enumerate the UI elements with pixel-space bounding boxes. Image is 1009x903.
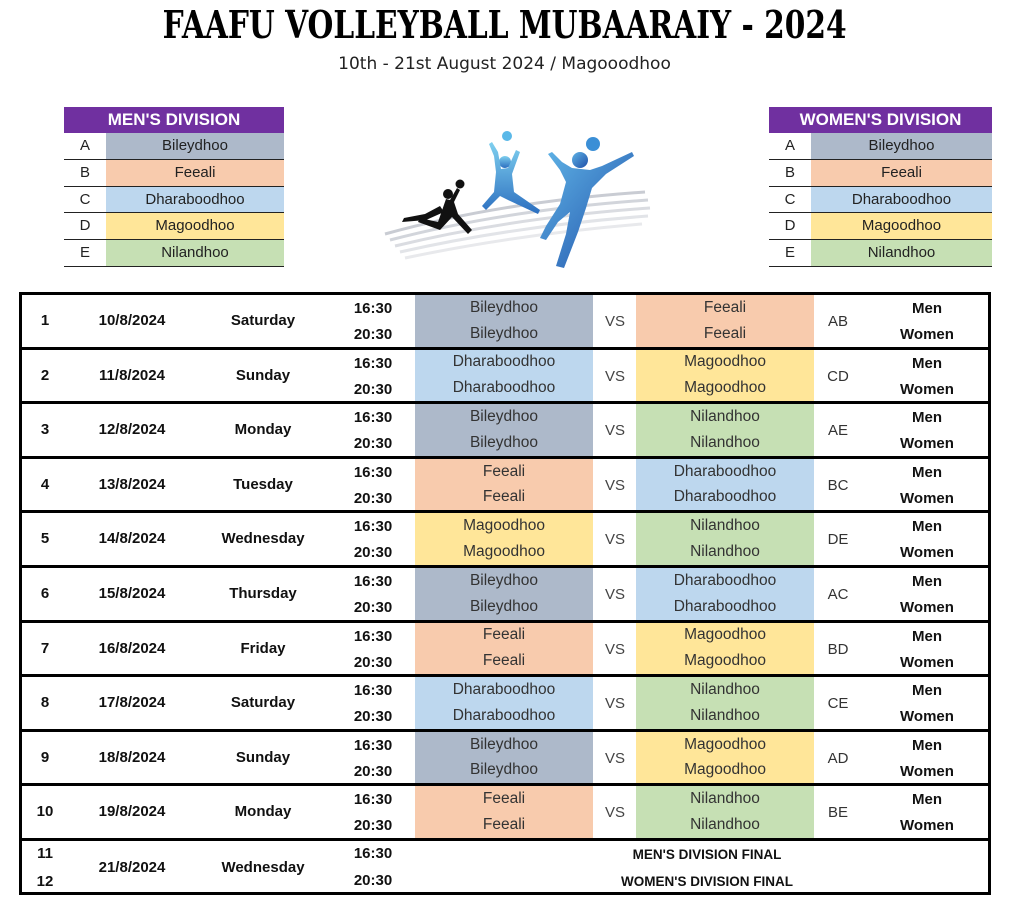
match-time-men: 16:30 xyxy=(353,682,393,700)
match-time-women: 20:30 xyxy=(353,817,393,835)
vs-label: VS xyxy=(604,804,625,822)
division-team-name: Dharaboodhoo xyxy=(106,187,284,213)
match-time-women: 20:30 xyxy=(353,326,393,343)
women-division-heading: WOMEN'S DIVISION xyxy=(769,107,992,133)
away-team-women: Nilandhoo xyxy=(690,543,760,561)
away-team-women: Dharaboodhoo xyxy=(673,488,777,506)
match-schedule-table xyxy=(19,292,991,895)
away-team-men: Dharaboodhoo xyxy=(673,462,777,480)
home-team-women: Bileydhoo xyxy=(469,761,539,779)
match-number: 1 xyxy=(40,312,50,329)
vs-label: VS xyxy=(604,476,625,494)
division-row xyxy=(64,213,284,240)
gender-men: Men xyxy=(912,573,942,590)
home-team-women: Bileydhoo xyxy=(469,597,539,615)
match-row xyxy=(22,732,988,787)
away-team-cell xyxy=(636,568,814,620)
women-division-table xyxy=(769,107,992,267)
gender-men: Men xyxy=(912,627,942,645)
division-team-name: Magoodhoo xyxy=(106,213,284,239)
away-team-men: Dharaboodhoo xyxy=(673,571,777,589)
away-team-men: Nilandhoo xyxy=(690,790,760,808)
gender-men: Men xyxy=(912,791,942,809)
division-team-name: Feeali xyxy=(106,160,284,186)
vs-label: VS xyxy=(604,586,625,603)
match-row xyxy=(22,295,988,350)
home-team-cell xyxy=(415,295,593,347)
match-row xyxy=(22,513,988,568)
gender-men: Men xyxy=(912,682,942,700)
match-time-men: 16:30 xyxy=(353,354,393,372)
finals-row xyxy=(22,841,988,895)
gender-women: Women xyxy=(900,653,954,671)
gender-women: Women xyxy=(900,326,954,343)
home-team-men: Feeali xyxy=(482,790,526,808)
match-code: AC xyxy=(827,586,849,603)
vs-label: VS xyxy=(604,695,625,713)
match-date: 11/8/2024 xyxy=(99,366,165,384)
home-team-cell xyxy=(415,732,593,784)
match-row xyxy=(22,404,988,459)
match-time-men: 16:30 xyxy=(353,463,393,481)
match-code: CE xyxy=(827,695,849,713)
away-team-women: Nilandhoo xyxy=(690,816,760,834)
away-team-cell xyxy=(636,732,814,784)
poster-title: FAAFU VOLLEYBALL MUBAARAIY - 2024 xyxy=(162,2,847,47)
home-team-cell xyxy=(415,404,593,456)
home-team-cell xyxy=(415,350,593,402)
match-date: 16/8/2024 xyxy=(98,639,166,657)
division-letter: C xyxy=(784,190,796,208)
match-code: AB xyxy=(827,313,848,330)
home-team-men: Bileydhoo xyxy=(469,298,539,316)
home-team-men: Bileydhoo xyxy=(469,571,539,589)
match-time-men: 16:30 xyxy=(353,300,393,317)
women-division-rows xyxy=(769,133,992,267)
home-team-men: Dharaboodhoo xyxy=(452,681,556,699)
gender-men: Men xyxy=(912,518,942,536)
match-row xyxy=(22,786,988,841)
gender-men: Men xyxy=(912,354,942,372)
away-team-women: Feeali xyxy=(703,324,747,342)
match-date: 13/8/2024 xyxy=(98,475,166,493)
division-row xyxy=(64,187,284,214)
match-time-men: 16:30 xyxy=(353,627,393,645)
poster-subtitle: 10th - 21st August 2024 / Magooodhoo xyxy=(338,54,671,74)
division-team-name: Nilandhoo xyxy=(106,240,284,266)
match-number: 6 xyxy=(40,585,50,602)
match-day: Wednesday xyxy=(221,530,305,548)
match-row xyxy=(22,623,988,678)
home-team-women: Dharaboodhoo xyxy=(452,706,556,724)
match-day: Sunday xyxy=(235,366,291,384)
home-team-women: Feeali xyxy=(482,816,526,834)
match-number: 3 xyxy=(40,421,50,439)
division-letter: B xyxy=(79,163,90,181)
final-number-women: 12 xyxy=(36,873,54,890)
away-team-women: Nilandhoo xyxy=(690,433,760,451)
home-team-women: Feeali xyxy=(482,652,526,670)
final-time-men: 16:30 xyxy=(353,845,393,862)
match-time-women: 20:30 xyxy=(353,599,393,616)
final-day: Wednesday xyxy=(221,859,305,876)
division-letter: A xyxy=(79,137,90,154)
away-team-women: Magoodhoo xyxy=(684,652,766,670)
match-code: CD xyxy=(827,367,849,385)
away-team-women: Dharaboodhoo xyxy=(673,597,777,615)
gender-women: Women xyxy=(900,489,954,507)
division-team-name: Magoodhoo xyxy=(811,213,992,239)
away-team-cell xyxy=(636,459,814,511)
match-code: AD xyxy=(827,749,849,767)
away-team-men: Magoodhoo xyxy=(684,353,766,371)
match-code: BD xyxy=(827,640,849,658)
match-date: 10/8/2024 xyxy=(98,312,166,329)
men-division-table xyxy=(64,107,284,267)
match-code: BC xyxy=(827,476,849,494)
gender-men: Men xyxy=(912,300,942,317)
division-team-name: Bileydhoo xyxy=(106,133,284,159)
match-time-men: 16:30 xyxy=(353,573,393,590)
match-number: 7 xyxy=(40,639,50,657)
home-team-cell xyxy=(415,513,593,565)
gender-men: Men xyxy=(912,463,942,481)
home-team-men: Feeali xyxy=(482,626,526,644)
match-time-men: 16:30 xyxy=(353,736,393,754)
away-team-cell xyxy=(636,786,814,838)
match-date: 12/8/2024 xyxy=(98,421,166,439)
match-time-women: 20:30 xyxy=(353,380,393,398)
home-team-cell xyxy=(415,459,593,511)
match-date: 15/8/2024 xyxy=(98,585,166,602)
match-time-men: 16:30 xyxy=(353,409,393,427)
home-team-women: Feeali xyxy=(482,488,526,506)
gender-men: Men xyxy=(912,409,942,427)
final-label-women: WOMEN'S DIVISION FINAL xyxy=(621,874,793,889)
division-row xyxy=(769,160,992,187)
gender-women: Women xyxy=(900,544,954,562)
match-day: Sunday xyxy=(235,748,291,766)
match-time-women: 20:30 xyxy=(353,708,393,726)
match-time-women: 20:30 xyxy=(353,762,393,780)
home-team-women: Bileydhoo xyxy=(469,324,539,342)
men-division-rows xyxy=(64,133,284,267)
vs-label: VS xyxy=(604,640,625,658)
home-team-cell xyxy=(415,623,593,675)
away-team-cell xyxy=(636,350,814,402)
match-day: Friday xyxy=(240,639,286,657)
match-code: BE xyxy=(827,804,848,822)
match-date: 18/8/2024 xyxy=(98,748,166,766)
gender-women: Women xyxy=(900,708,954,726)
home-team-cell xyxy=(415,568,593,620)
home-team-women: Dharaboodhoo xyxy=(452,379,556,397)
match-time-women: 20:30 xyxy=(353,435,393,453)
match-code: DE xyxy=(827,531,849,549)
final-label-men: MEN'S DIVISION FINAL xyxy=(632,847,782,862)
match-time-men: 16:30 xyxy=(353,518,393,536)
division-letter: D xyxy=(784,217,796,235)
match-number: 8 xyxy=(40,694,50,712)
men-division-heading: MEN'S DIVISION xyxy=(64,107,284,133)
match-day: Saturday xyxy=(230,312,296,329)
division-team-name: Bileydhoo xyxy=(811,133,992,159)
away-team-men: Nilandhoo xyxy=(690,681,760,699)
away-team-cell xyxy=(636,295,814,347)
match-day: Tuesday xyxy=(233,475,293,493)
gender-women: Women xyxy=(900,762,954,780)
match-number: 4 xyxy=(40,475,50,493)
match-number: 9 xyxy=(40,748,50,766)
home-team-men: Magoodhoo xyxy=(463,517,545,535)
match-time-women: 20:30 xyxy=(353,489,393,507)
division-team-name: Nilandhoo xyxy=(811,240,992,266)
vs-label: VS xyxy=(604,422,625,440)
division-letter: E xyxy=(784,244,795,262)
match-day: Thursday xyxy=(229,585,297,602)
home-team-men: Feeali xyxy=(482,462,526,480)
away-team-men: Nilandhoo xyxy=(690,517,760,535)
match-row xyxy=(22,568,988,623)
home-team-cell xyxy=(415,677,593,729)
division-row xyxy=(64,160,284,187)
home-team-women: Magoodhoo xyxy=(463,543,545,561)
away-team-men: Magoodhoo xyxy=(684,735,766,753)
match-row xyxy=(22,677,988,732)
gender-women: Women xyxy=(900,599,954,616)
division-letter: B xyxy=(784,163,795,181)
home-team-men: Dharaboodhoo xyxy=(452,353,556,371)
vs-label: VS xyxy=(604,531,625,549)
division-letter: D xyxy=(79,217,91,235)
match-date: 19/8/2024 xyxy=(98,803,166,821)
match-time-men: 16:30 xyxy=(353,791,393,809)
gender-men: Men xyxy=(912,736,942,754)
away-team-women: Magoodhoo xyxy=(684,761,766,779)
match-time-women: 20:30 xyxy=(353,653,393,671)
division-team-name: Dharaboodhoo xyxy=(811,187,992,213)
division-row xyxy=(769,187,992,214)
home-team-cell xyxy=(415,786,593,838)
final-number-men: 11 xyxy=(37,845,53,862)
final-date: 21/8/2024 xyxy=(98,859,166,876)
match-code: AE xyxy=(827,422,848,440)
final-time-women: 20:30 xyxy=(353,872,393,889)
division-team-name: Feeali xyxy=(811,160,992,186)
gender-women: Women xyxy=(900,380,954,398)
vs-label: VS xyxy=(604,749,625,767)
match-day: Monday xyxy=(234,803,292,821)
division-letter: A xyxy=(784,137,795,154)
vs-label: VS xyxy=(604,313,625,330)
division-row xyxy=(769,213,992,240)
division-letter: E xyxy=(79,244,90,262)
away-team-cell xyxy=(636,623,814,675)
division-row xyxy=(64,240,284,267)
gender-women: Women xyxy=(900,817,954,835)
match-row xyxy=(22,459,988,514)
match-day: Monday xyxy=(234,421,292,439)
match-day: Saturday xyxy=(230,694,296,712)
away-team-men: Nilandhoo xyxy=(690,408,760,426)
away-team-men: Magoodhoo xyxy=(684,626,766,644)
vs-label: VS xyxy=(604,367,625,385)
away-team-cell xyxy=(636,513,814,565)
match-row xyxy=(22,350,988,405)
away-team-men: Feeali xyxy=(703,298,747,316)
match-date: 17/8/2024 xyxy=(98,694,166,712)
away-team-women: Nilandhoo xyxy=(690,706,760,724)
gender-women: Women xyxy=(900,435,954,453)
match-number: 5 xyxy=(40,530,50,548)
away-team-cell xyxy=(636,404,814,456)
match-number: 2 xyxy=(40,366,50,384)
away-team-women: Magoodhoo xyxy=(684,379,766,397)
match-date: 14/8/2024 xyxy=(98,530,166,548)
division-row xyxy=(64,133,284,160)
division-row xyxy=(769,240,992,267)
volleyball-players-icon xyxy=(380,122,660,272)
match-time-women: 20:30 xyxy=(353,544,393,562)
match-number: 10 xyxy=(36,803,54,821)
division-row xyxy=(769,133,992,160)
home-team-women: Bileydhoo xyxy=(469,433,539,451)
division-letter: C xyxy=(79,190,91,208)
home-team-men: Bileydhoo xyxy=(469,408,539,426)
home-team-men: Bileydhoo xyxy=(469,735,539,753)
away-team-cell xyxy=(636,677,814,729)
